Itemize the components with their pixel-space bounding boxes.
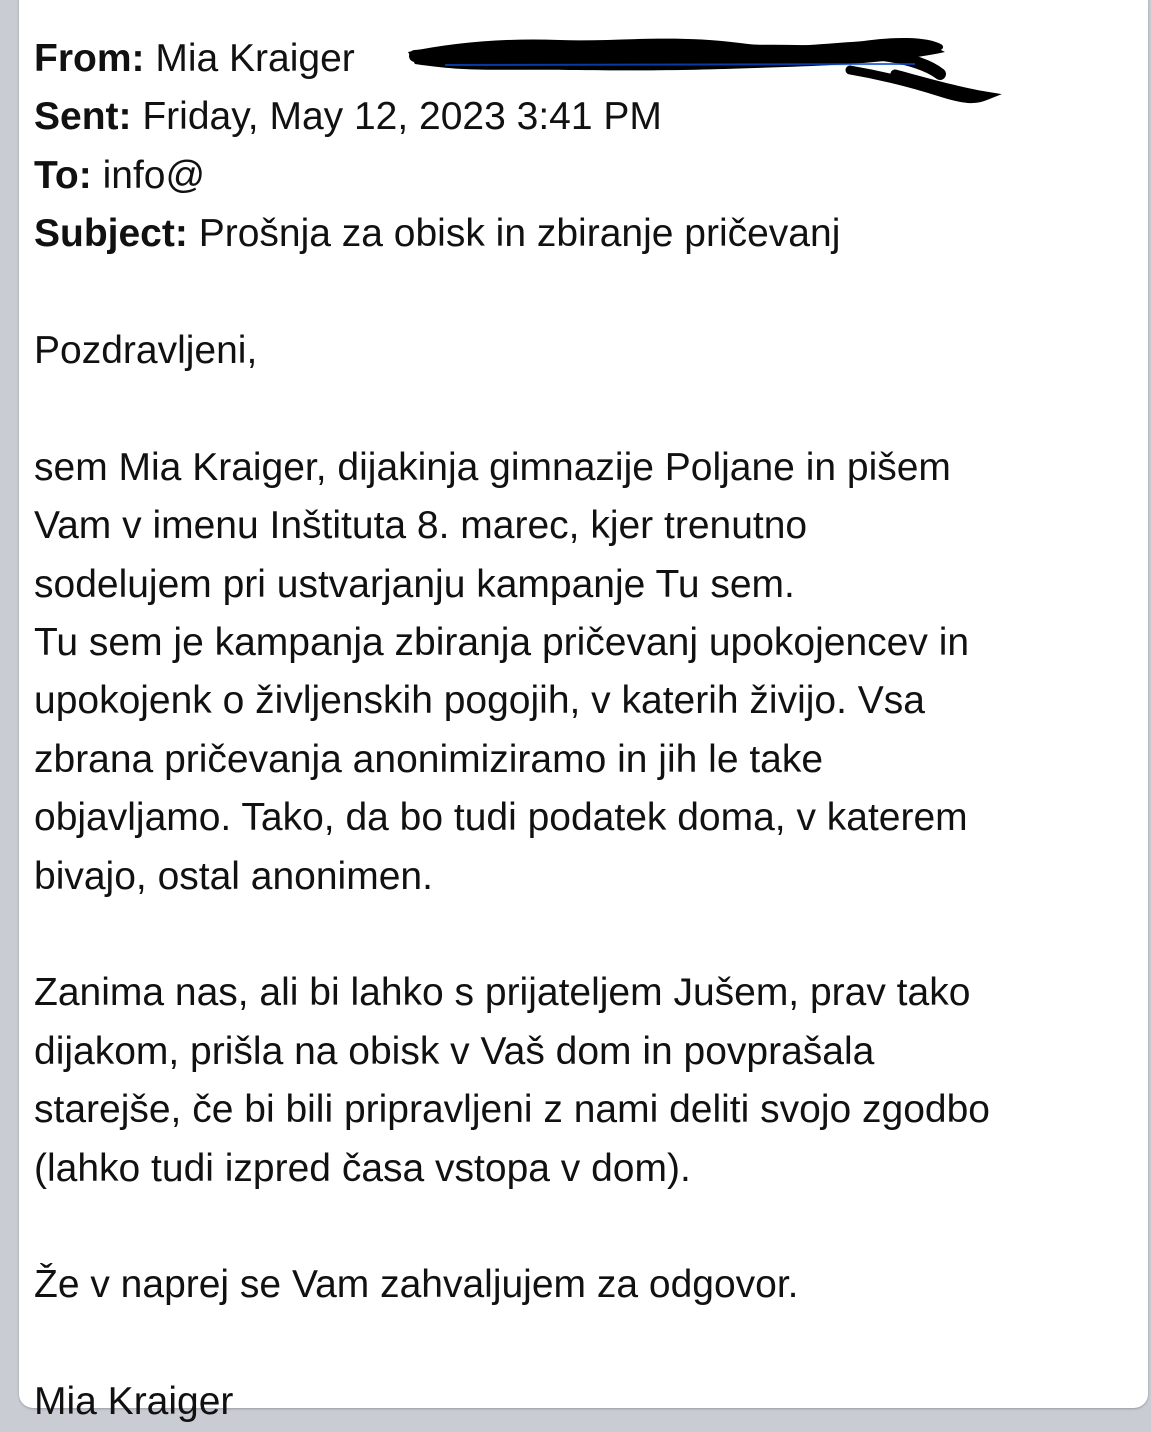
signature: Mia Kraiger: [34, 1380, 234, 1424]
body-line: Zanima nas, ali bi lahko s prijateljem Jušem, prav tako: [34, 971, 971, 1015]
body-line: upokojenk o življenskih pogojih, v katerih živijo. Vsa: [34, 679, 925, 723]
to-header: [34, 147, 1144, 205]
to-label: To:: [34, 153, 92, 197]
from-label: From:: [34, 37, 145, 80]
subject-header: [34, 205, 1144, 263]
sent-label: Sent:: [34, 95, 132, 139]
to-value[interactable]: info@: [102, 153, 206, 197]
sent-value: Friday, May 12, 2023 3:41 PM: [142, 95, 662, 139]
body-line: starejše, če bi bili pripravljeni z nami deliti svojo zgodbo: [34, 1088, 990, 1132]
greeting: Pozdravljeni,: [34, 328, 258, 372]
body-line: (lahko tudi izpred časa vstopa v dom).: [34, 1146, 691, 1190]
email-content: [34, 30, 1144, 1432]
blank-line: [34, 906, 1144, 964]
body-line: dijakom, prišla na obisk v Vaš dom in povprašala: [34, 1029, 875, 1073]
body-line: Tu sem je kampanja zbiranja pričevanj upokojencev in: [34, 620, 970, 664]
blank-line: [34, 380, 1144, 438]
subject-label: Subject:: [34, 212, 188, 256]
closing-line: Že v naprej se Vam zahvaljujem za odgovor.: [34, 1263, 799, 1307]
email-address-redaction: [405, 32, 995, 112]
body-paragraph-request: [34, 964, 1144, 1198]
body-line: Vam v imenu Inštituta 8. marec, kjer trenutno: [34, 504, 808, 548]
body-paragraph-intro: [34, 439, 1144, 614]
from-value[interactable]: Mia Kraiger: [155, 37, 355, 80]
body-line: sem Mia Kraiger, dijakinja gimnazije Poljane in pišem: [34, 445, 951, 489]
body-line: sodelujem pri ustvarjanju kampanje Tu sem.: [34, 562, 795, 606]
body-paragraph-campaign: [34, 614, 1144, 906]
body-line: bivajo, ostal anonimen.: [34, 854, 433, 898]
body-line: zbrana pričevanja anonimiziramo in jih le take: [34, 737, 824, 781]
subject-value: Prošnja za obisk in zbiranje pričevanj: [198, 212, 841, 256]
blank-line: [34, 264, 1144, 322]
body-line: objavljamo. Tako, da bo tudi podatek doma, v katerem: [34, 796, 968, 840]
blank-line: [34, 1198, 1144, 1256]
blank-line: [34, 1315, 1144, 1373]
